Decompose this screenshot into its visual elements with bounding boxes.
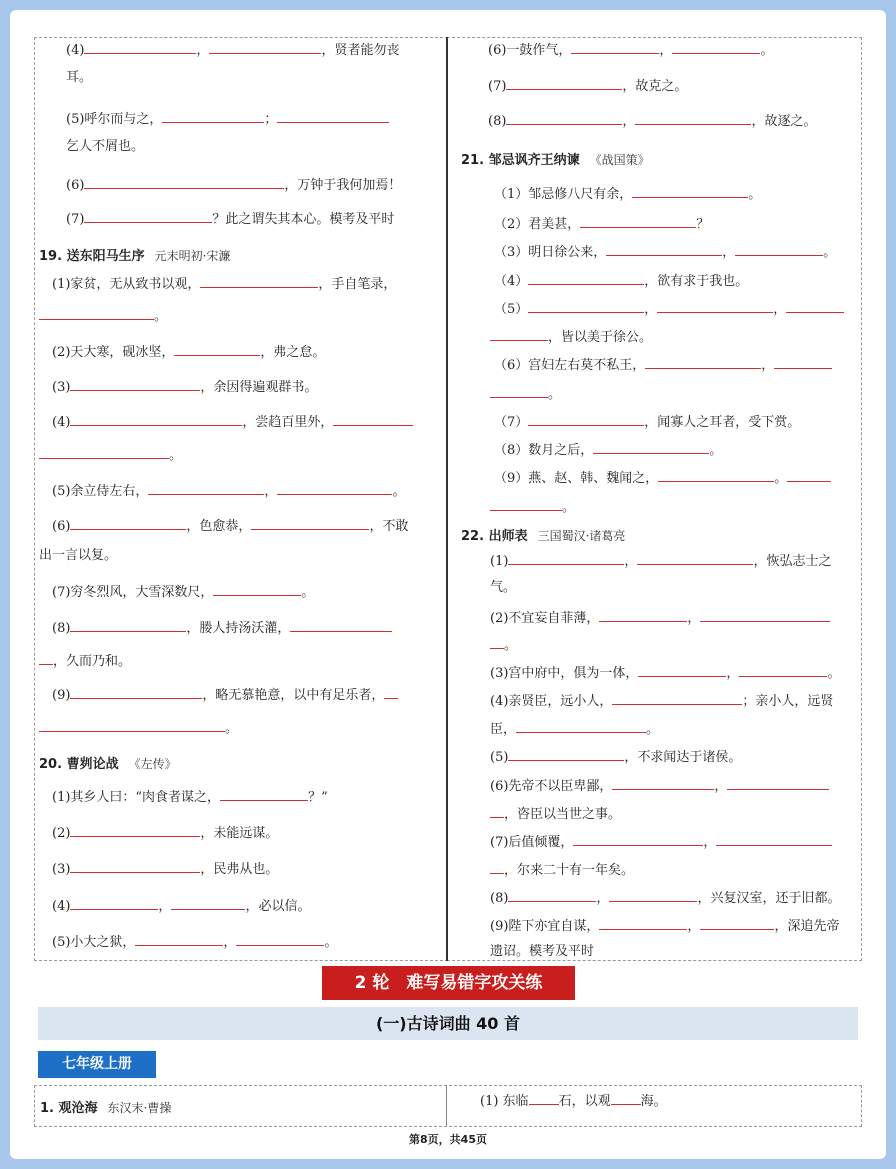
question-line: (3) ，余因得遍观群书。 xyxy=(52,380,318,395)
question-line: (7)穷冬烈风，大雪深数尺， 。 xyxy=(52,585,315,600)
answer-blank[interactable] xyxy=(593,441,709,454)
answer-blank[interactable] xyxy=(490,498,562,511)
question-line: (5)余立侍左右， ， 。 xyxy=(52,484,406,499)
question-line: (5)呼尔而与之， ； xyxy=(66,110,389,128)
answer-blank[interactable] xyxy=(735,243,823,256)
answer-blank[interactable] xyxy=(580,215,696,228)
question-line: ，尔来二十有一年矣。 xyxy=(490,861,634,879)
answer-blank[interactable] xyxy=(672,41,760,54)
answer-blank[interactable] xyxy=(508,748,624,761)
question-line: （7） ，闻寡人之耳者，受下赏。 xyxy=(494,415,801,430)
answer-blank[interactable] xyxy=(528,413,644,426)
answer-blank[interactable] xyxy=(135,933,223,946)
answer-blank[interactable] xyxy=(700,609,830,622)
answer-blank[interactable] xyxy=(739,664,827,677)
column-divider xyxy=(446,37,448,961)
answer-blank[interactable] xyxy=(645,356,761,369)
question-line: （8）数月之后， 。 xyxy=(494,443,723,458)
answer-blank[interactable] xyxy=(70,619,186,632)
answer-blank[interactable] xyxy=(148,482,264,495)
answer-blank[interactable] xyxy=(39,307,154,320)
answer-blank[interactable] xyxy=(638,664,726,677)
question-line: (8) ， ，兴复汉室，还于旧都。 xyxy=(490,891,841,906)
question-line: （5） ， ， xyxy=(494,300,844,318)
question-line: (4) ， ，必以信。 xyxy=(52,899,311,914)
question-line: (2)不宜妄自菲薄， ， xyxy=(490,609,830,627)
question-line: 。 xyxy=(39,307,167,325)
question-line: 乞人不屑也。 xyxy=(66,139,145,154)
question-line: (6)一鼓作气， ， 。 xyxy=(488,43,774,58)
question-line: 遗诏。模考及平时 xyxy=(490,944,595,959)
answer-blank[interactable] xyxy=(606,243,722,256)
answer-blank[interactable] xyxy=(700,917,774,930)
answer-blank[interactable] xyxy=(236,933,324,946)
answer-blank[interactable] xyxy=(490,328,548,341)
question-line: ，皆以美于徐公。 xyxy=(490,328,652,346)
question-line: （6）宫妇左右莫不私王， ， xyxy=(494,356,832,374)
answer-blank[interactable] xyxy=(571,41,659,54)
answer-blank[interactable] xyxy=(70,860,200,873)
answer-blank[interactable] xyxy=(490,385,548,398)
question-line: 。 xyxy=(490,385,561,403)
answer-blank[interactable] xyxy=(384,686,398,699)
question-line: (9) ，略无慕艳意，以中有足乐者， xyxy=(52,686,398,704)
question-line: 臣， 。 xyxy=(490,722,660,737)
question-line: (1) ， ，恢弘志士之 xyxy=(490,554,832,569)
answer-blank[interactable] xyxy=(599,917,687,930)
answer-blank[interactable] xyxy=(220,788,308,801)
question-line: (1) 东临 石，以观 海。 xyxy=(480,1094,667,1109)
answer-blank[interactable] xyxy=(70,378,200,391)
question-line: (2) ，未能远谋。 xyxy=(52,826,279,841)
answer-blank[interactable] xyxy=(508,889,596,902)
section-heading: 19. 送东阳马生序 元末明初·宋濂 xyxy=(39,249,231,264)
answer-blank[interactable] xyxy=(727,777,829,790)
question-line: (7) ？此之谓失其本心。模考及平时 xyxy=(66,212,395,227)
answer-blank[interactable] xyxy=(162,110,264,123)
round-banner: 2 轮 难写易错字攻关练 xyxy=(322,966,575,1000)
section-heading: 21. 邹忌讽齐王纳谏 《战国策》 xyxy=(461,153,650,168)
question-line: (7) ，故克之。 xyxy=(488,79,688,94)
question-line: 。 xyxy=(490,636,517,654)
answer-blank[interactable] xyxy=(84,41,196,54)
answer-blank[interactable] xyxy=(39,446,169,459)
answer-blank[interactable] xyxy=(174,343,260,356)
answer-blank[interactable] xyxy=(70,517,186,530)
question-line: 耳。 xyxy=(66,70,93,85)
question-line: (4) ， ，贤者能勿丧 xyxy=(66,43,400,58)
answer-blank[interactable] xyxy=(70,824,200,837)
question-line: 。 xyxy=(39,446,182,464)
answer-blank[interactable] xyxy=(200,275,318,288)
answer-blank[interactable] xyxy=(84,210,212,223)
answer-blank[interactable] xyxy=(786,300,844,313)
question-line: （1）邹忌修八尺有余， 。 xyxy=(494,187,762,202)
question-line: (6) ，色愈恭， ，不敢 xyxy=(52,519,409,534)
section-heading: 22. 出师表 三国蜀汉·诸葛亮 xyxy=(461,529,626,544)
answer-blank[interactable] xyxy=(277,482,392,495)
answer-blank[interactable] xyxy=(716,833,832,846)
answer-blank[interactable] xyxy=(632,185,748,198)
section-heading: 20. 曹刿论战 《左传》 xyxy=(39,757,177,772)
question-line: 。 xyxy=(490,498,575,516)
question-line: （2）君美甚， ？ xyxy=(494,217,710,232)
answer-blank[interactable] xyxy=(39,719,225,732)
question-line: 。 xyxy=(39,719,238,737)
question-line: (4) ，尝趋百里外， xyxy=(52,413,413,431)
answer-blank[interactable] xyxy=(573,833,703,846)
answer-blank[interactable] xyxy=(528,300,644,313)
question-line: (5) ，不求闻达于诸侯。 xyxy=(490,750,742,765)
grade-tag: 七年级上册 xyxy=(38,1051,156,1078)
answer-blank[interactable] xyxy=(209,41,321,54)
question-line: (9)陛下亦宜自谋， ， ，深追先帝 xyxy=(490,919,840,934)
answer-blank[interactable] xyxy=(528,272,644,285)
question-line: (7)后值倾覆， ， xyxy=(490,833,832,851)
answer-blank[interactable] xyxy=(84,176,284,189)
question-line: (3)宫中府中，俱为一体， ， 。 xyxy=(490,666,841,681)
answer-blank[interactable] xyxy=(277,110,389,123)
answer-blank[interactable] xyxy=(506,77,622,90)
answer-blank[interactable] xyxy=(612,777,714,790)
question-line: （3）明日徐公来， ， 。 xyxy=(494,245,837,260)
question-line: ，久而乃和。 xyxy=(39,652,131,670)
question-line: (1)其乡人曰：“肉食者谋之， ？” xyxy=(52,790,328,805)
answer-blank[interactable] xyxy=(70,686,202,699)
answer-blank[interactable] xyxy=(774,356,832,369)
answer-blank[interactable] xyxy=(70,897,158,910)
answer-blank[interactable] xyxy=(39,652,53,665)
answer-blank[interactable] xyxy=(506,112,622,125)
answer-blank[interactable] xyxy=(490,861,504,874)
answer-blank[interactable] xyxy=(251,517,369,530)
answer-blank[interactable] xyxy=(516,720,646,733)
question-line: (4)亲贤臣，远小人， ；亲小人，远贤 xyxy=(490,694,834,709)
question-line: （4） ，欲有求于我也。 xyxy=(494,274,749,289)
question-line: (3) ，民弗从也。 xyxy=(52,862,279,877)
question-line: (1)家贫，无从致书以观， ，手自笔录， xyxy=(52,277,397,292)
answer-blank[interactable] xyxy=(171,897,245,910)
answer-blank[interactable] xyxy=(611,1092,641,1105)
answer-blank[interactable] xyxy=(290,619,392,632)
question-line: 气。 xyxy=(490,580,517,595)
answer-blank[interactable] xyxy=(508,552,624,565)
bottom-divider xyxy=(446,1085,447,1127)
question-line: (8) ， ，故逐之。 xyxy=(488,114,817,129)
answer-blank[interactable] xyxy=(213,583,301,596)
question-line: (2)天大寒，砚冰坚， ，弗之怠。 xyxy=(52,345,326,360)
answer-blank[interactable] xyxy=(529,1092,559,1105)
question-line: (8) ，媵人持汤沃灌， xyxy=(52,619,392,637)
question-line: ，咨臣以当世之事。 xyxy=(490,805,621,823)
answer-blank[interactable] xyxy=(657,300,773,313)
answer-blank[interactable] xyxy=(490,805,504,818)
answer-blank[interactable] xyxy=(490,636,504,649)
question-line: (5)小大之狱， ， 。 xyxy=(52,935,338,950)
answer-blank[interactable] xyxy=(637,552,753,565)
answer-blank[interactable] xyxy=(70,413,242,426)
answer-blank[interactable] xyxy=(787,469,831,482)
answer-blank[interactable] xyxy=(658,469,774,482)
question-line: 出一言以复。 xyxy=(39,548,118,563)
answer-blank[interactable] xyxy=(333,413,413,426)
question-line: (6)先帝不以臣卑鄙， ， xyxy=(490,777,829,795)
answer-blank[interactable] xyxy=(599,609,687,622)
section-title-bar: (一)古诗词曲 40 首 xyxy=(38,1007,858,1040)
answer-blank[interactable] xyxy=(612,692,742,705)
page-number: 第8页，共45页 xyxy=(409,1133,487,1146)
question-line: (6) ，万钟于我何加焉！ xyxy=(66,178,402,193)
answer-blank[interactable] xyxy=(609,889,697,902)
section-heading: 1. 观沧海 东汉末·曹操 xyxy=(40,1101,172,1116)
question-line: （9）燕、赵、韩、魏闻之， 。 xyxy=(494,469,831,487)
answer-blank[interactable] xyxy=(635,112,751,125)
